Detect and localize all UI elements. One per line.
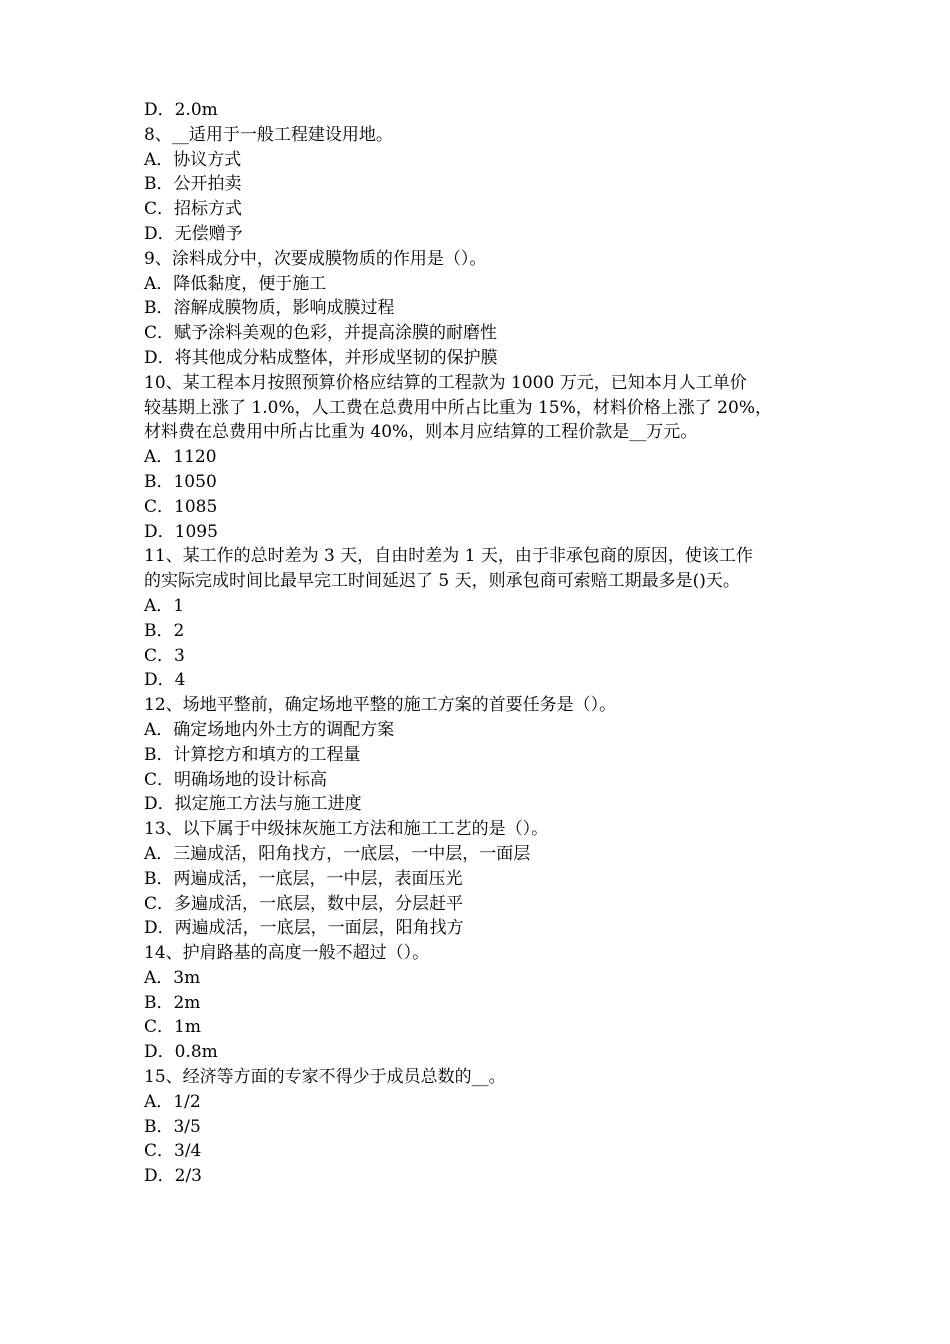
text-line: D．无偿赠予	[144, 223, 243, 244]
text-line: D．1095	[144, 521, 218, 542]
text-line: 材料费在总费用中所占比重为 40%，则本月应结算的工程价款是__万元。	[144, 422, 698, 443]
text-line: D．0.8m	[144, 1042, 218, 1063]
text-line: D．两遍成活，一底层，一面层，阳角找方	[144, 918, 464, 939]
text-line: D．2.0m	[144, 100, 218, 120]
text-line: 8、__适用于一般工程建设用地。	[144, 124, 393, 145]
text-line: A．协议方式	[144, 149, 242, 170]
text-line: 11、某工作的总时差为 3 天，自由时差为 1 天，由于非承包商的原因，使该工作	[144, 546, 753, 567]
text-line: D．将其他成分粘成整体，并形成坚韧的保护膜	[144, 347, 498, 368]
text-line: C．1085	[144, 496, 218, 517]
text-line: B．3/5	[144, 1116, 201, 1137]
text-line: A．1	[144, 595, 185, 616]
text-line: D．拟定施工方法与施工进度	[144, 794, 362, 815]
text-line: 较基期上涨了 1.0%，人工费在总费用中所占比重为 15%，材料价格上涨了 20%，	[144, 397, 772, 418]
text-line: B．溶解成膜物质，影响成膜过程	[144, 298, 395, 319]
text-line: B．2	[144, 620, 185, 641]
text-line: A．1120	[144, 447, 217, 468]
text-line: D．2/3	[144, 1166, 202, 1187]
text-line: B．两遍成活，一底层，一中层，表面压光	[144, 868, 463, 889]
text-line: B．公开拍卖	[144, 174, 242, 195]
text-line: C．多遍成活，一底层，数中层，分层赶平	[144, 893, 464, 914]
text-line: A．1/2	[144, 1091, 201, 1112]
text-line: D．4	[144, 670, 186, 691]
text-line: 12、场地平整前，确定场地平整的施工方案的首要任务是（）。	[144, 695, 617, 716]
text-line: C．1m	[144, 1017, 201, 1038]
text-line: 10、某工程本月按照预算价格应结算的工程款为 1000 万元，已知本月人工单价	[144, 372, 747, 393]
text-line: C．赋予涂料美观的色彩，并提高涂膜的耐磨性	[144, 323, 498, 344]
text-line: B．2m	[144, 992, 201, 1013]
text-line: C．3/4	[144, 1141, 202, 1162]
text-line: C．3	[144, 645, 185, 666]
text-line: 15、经济等方面的专家不得少于成员总数的__。	[144, 1067, 506, 1088]
text-line: 9、涂料成分中，次要成膜物质的作用是（）。	[144, 248, 487, 269]
text-line: A．降低黏度，便于施工	[144, 273, 327, 294]
text-line: 的实际完成时间比最早完工时间延迟了 5 天，则承包商可索赔工期最多是()天。	[144, 571, 740, 592]
text-line: 14、护肩路基的高度一般不超过（）。	[144, 943, 430, 964]
document-body	[144, 98, 814, 1189]
text-line: C．招标方式	[144, 199, 243, 220]
text-line: 13、以下属于中级抹灰施工方法和施工工艺的是（）。	[144, 819, 549, 840]
text-line: A．确定场地内外土方的调配方案	[144, 719, 395, 740]
text-line: B．1050	[144, 471, 217, 492]
text-line: A．3m	[144, 967, 201, 988]
text-line: B．计算挖方和填方的工程量	[144, 744, 361, 765]
text-line: C．明确场地的设计标高	[144, 769, 328, 790]
text-line: A．三遍成活，阳角找方，一底层，一中层，一面层	[144, 843, 531, 864]
